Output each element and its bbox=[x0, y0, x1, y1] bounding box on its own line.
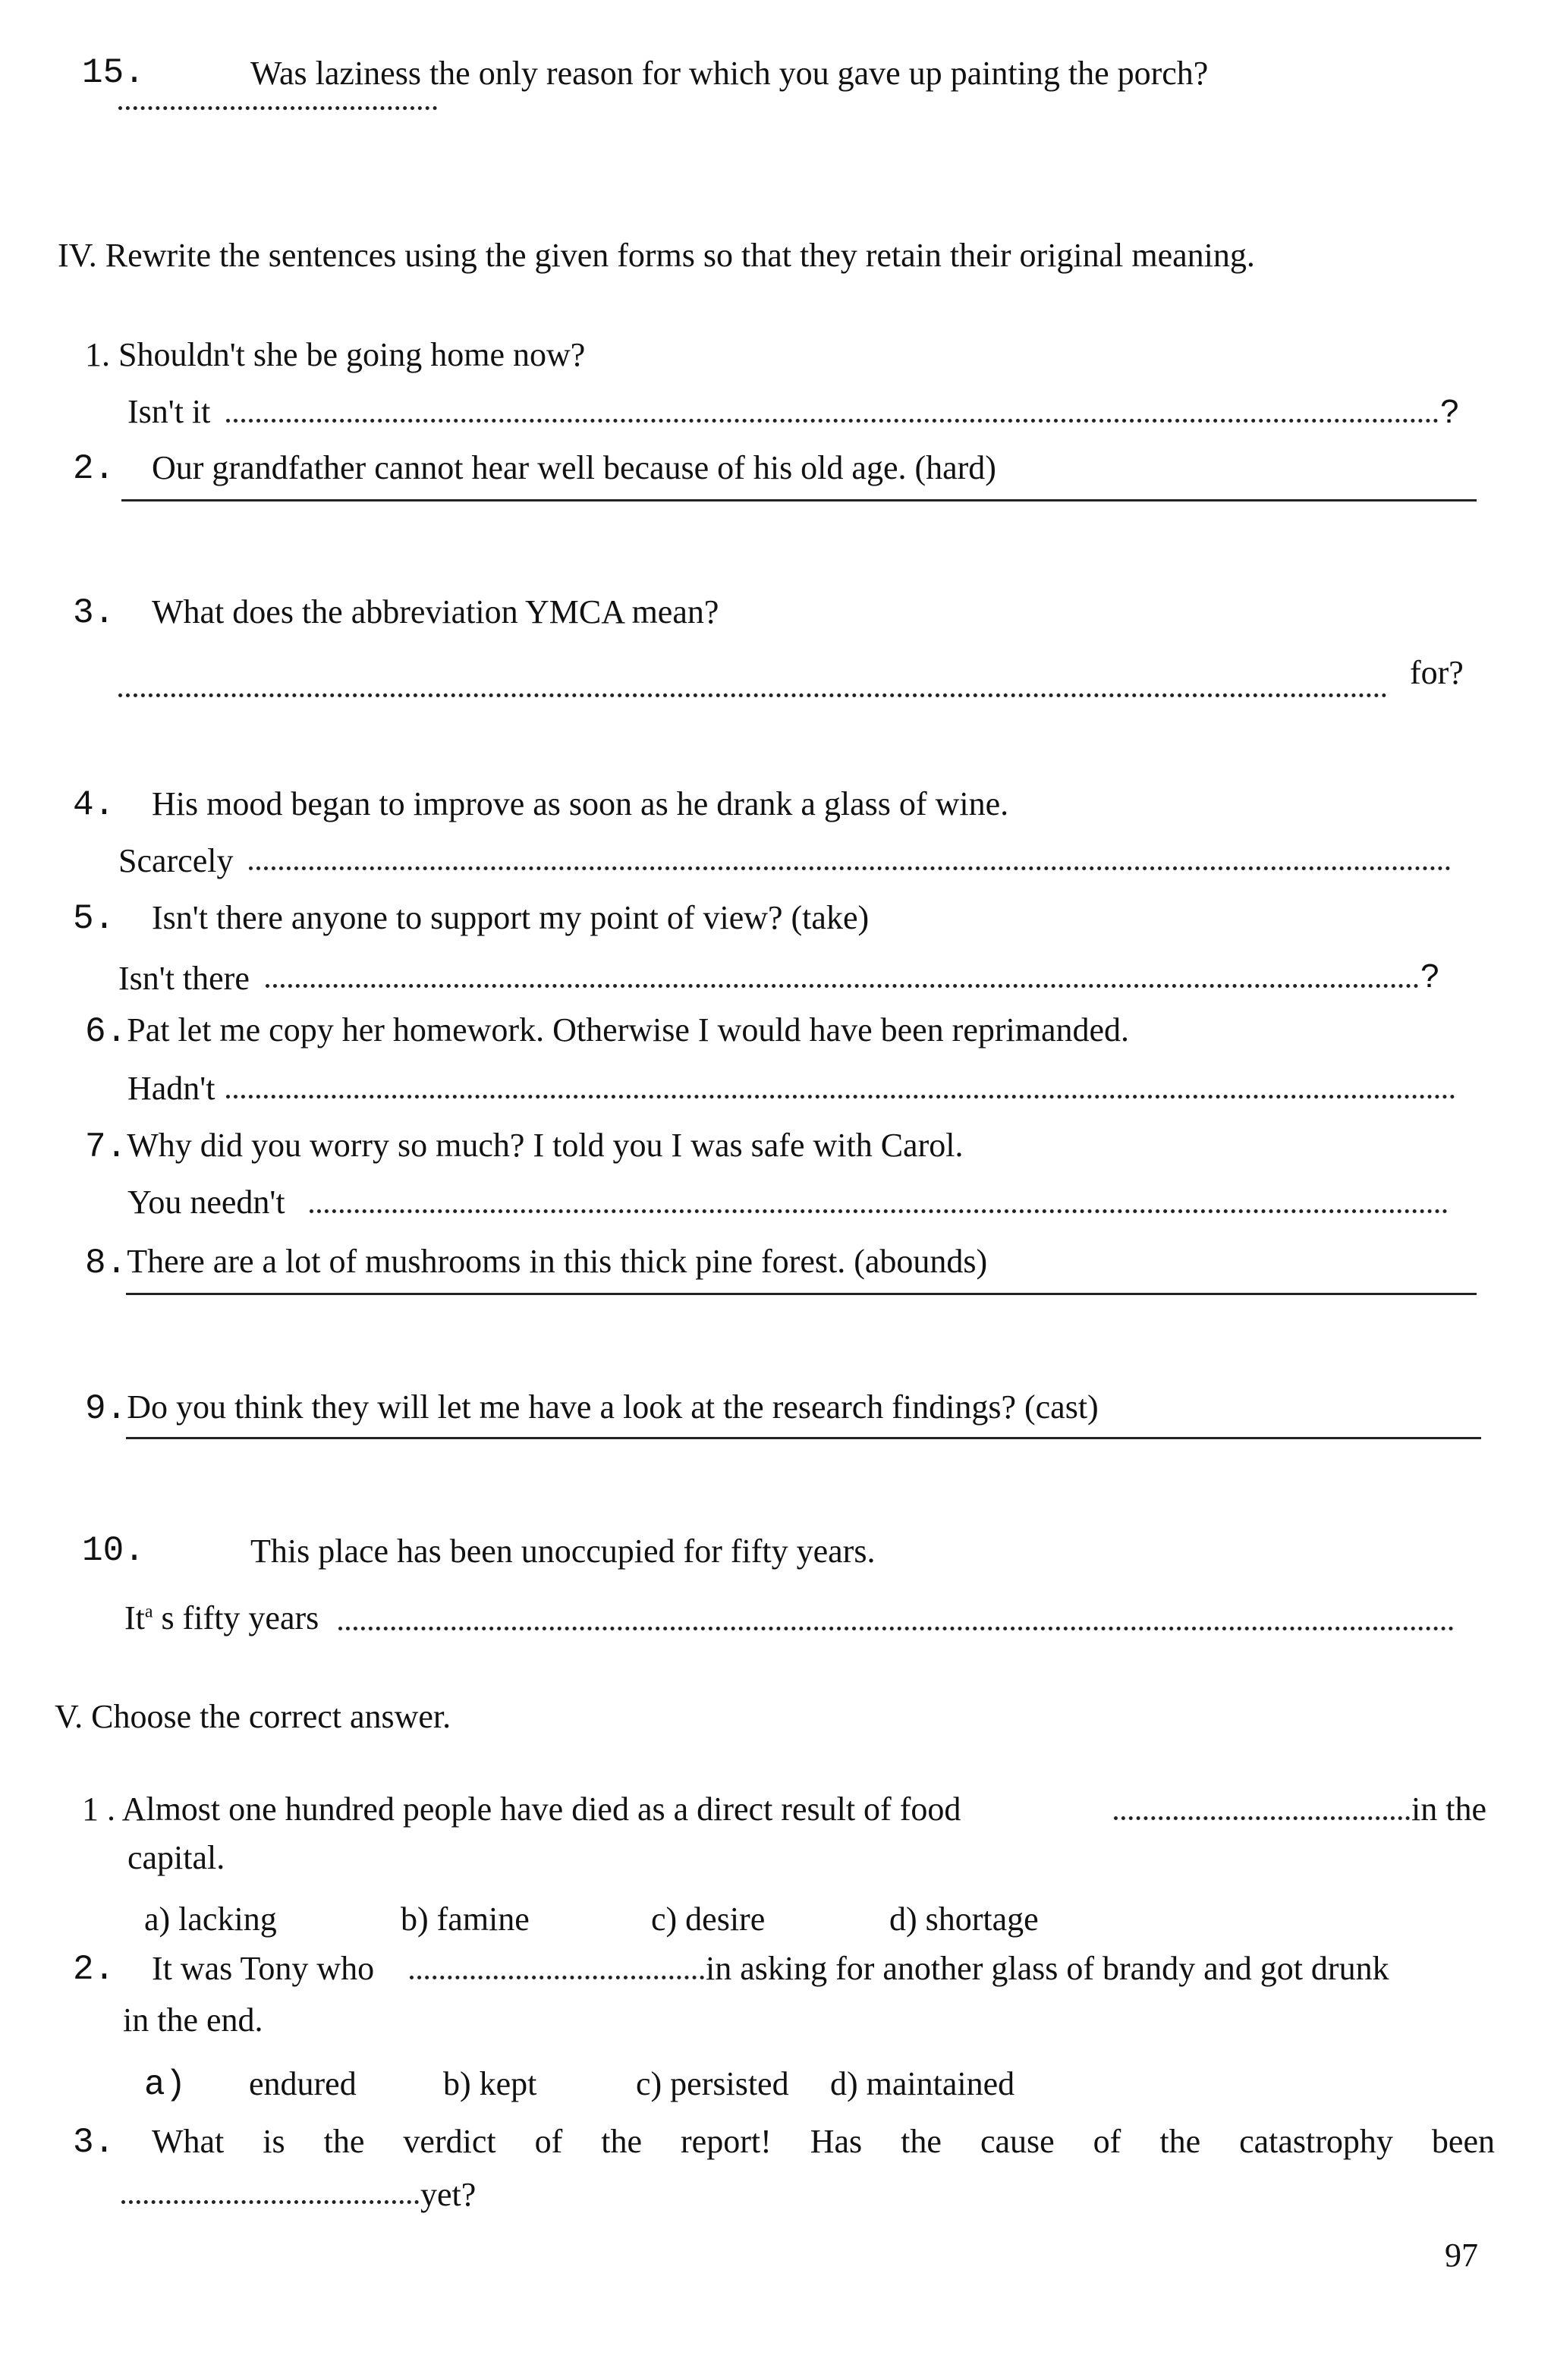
v-item-3-blank[interactable] bbox=[121, 2200, 419, 2204]
item-15-number: 15. bbox=[82, 53, 145, 93]
iv-item-4-prompt: Scarcely bbox=[118, 842, 234, 879]
page-number: 97 bbox=[1445, 2237, 1478, 2274]
v-item-3-number: 3. bbox=[73, 2123, 115, 2162]
iv-item-8-answer-line[interactable] bbox=[126, 1293, 1477, 1295]
section-iv-heading: IV. Rewrite the sentences using the given forms so that they retain their original meaning. bbox=[58, 237, 1255, 274]
iv-item-3-text: What does the abbreviation YMCA mean? bbox=[152, 593, 719, 630]
iv-item-3-number: 3. bbox=[73, 593, 115, 633]
v-item-1-option-d[interactable]: d) shortage bbox=[889, 1901, 1039, 1938]
iv-item-2-number: 2. bbox=[73, 449, 115, 489]
iv-item-5-text: Isn't there anyone to support my point of view? (take) bbox=[152, 899, 870, 936]
v-item-1-text-c: capital. bbox=[127, 1839, 225, 1876]
iv-item-5-number: 5. bbox=[73, 899, 115, 938]
v-item-1-text-a: 1 . Almost one hundred people have died as a direct result of food bbox=[82, 1791, 961, 1828]
v-item-2-option-a-letter[interactable]: a) bbox=[144, 2065, 187, 2105]
item-15-answer-line[interactable] bbox=[118, 106, 437, 110]
v-item-2-option-d[interactable]: d) maintained bbox=[830, 2065, 1015, 2102]
iv-item-7-prompt: You needn't bbox=[127, 1184, 285, 1221]
v-item-2-text-b: in asking for another glass of brandy and got drunk bbox=[706, 1950, 1389, 1987]
item-15-question: Was laziness the only reason for which you gave up painting the porch? bbox=[250, 55, 1209, 92]
iv-item-6-answer-line[interactable] bbox=[226, 1095, 1455, 1099]
iv-item-2-answer-line[interactable] bbox=[121, 499, 1477, 501]
iv-item-10-number: 10. bbox=[82, 1531, 145, 1570]
iv-item-2-text: Our grandfather cannot hear well because of his old age. (hard) bbox=[152, 449, 996, 486]
v-item-3-text-a: What is the verdict of the report! Has the cause of the catastrophy been bbox=[152, 2123, 1495, 2160]
iv-item-6-prompt: Hadn't bbox=[127, 1070, 215, 1107]
v-item-2-text-a: It was Tony who bbox=[152, 1950, 375, 1987]
iv-item-3-end: for? bbox=[1410, 654, 1464, 691]
iv-item-5-answer-line[interactable] bbox=[266, 984, 1419, 988]
iv-item-1-prompt: Isn't it bbox=[127, 393, 211, 430]
iv-item-10-text: This place has been unoccupied for fifty years. bbox=[250, 1533, 876, 1570]
iv-item-1-end: ? bbox=[1440, 393, 1459, 430]
section-v-heading: V. Choose the correct answer. bbox=[55, 1698, 451, 1735]
v-item-2-option-a[interactable]: endured bbox=[249, 2065, 357, 2102]
v-item-3-text-b: yet? bbox=[420, 2176, 477, 2213]
v-item-1-option-a[interactable]: a) lacking bbox=[144, 1901, 277, 1938]
iv-item-6-text: 6.Pat let me copy her homework. Otherwise I would have been reprimanded. bbox=[85, 1011, 1130, 1052]
iv-item-4-text: His mood began to improve as soon as he drank a glass of wine. bbox=[152, 785, 1009, 822]
iv-item-1-text: 1. Shouldn't she be going home now? bbox=[85, 336, 586, 373]
v-item-1-option-c[interactable]: c) desire bbox=[651, 1901, 766, 1938]
v-item-2-option-b[interactable]: b) kept bbox=[443, 2065, 537, 2102]
iv-item-7-answer-line[interactable] bbox=[310, 1209, 1448, 1213]
v-item-2-number: 2. bbox=[73, 1950, 115, 1989]
v-item-2-blank[interactable] bbox=[410, 1976, 704, 1979]
iv-item-4-answer-line[interactable] bbox=[249, 866, 1451, 870]
v-item-2-option-c[interactable]: c) persisted bbox=[636, 2065, 789, 2102]
iv-item-3-answer-line[interactable] bbox=[118, 693, 1387, 697]
v-item-1-option-b[interactable]: b) famine bbox=[401, 1901, 530, 1938]
iv-item-9-answer-line[interactable] bbox=[126, 1437, 1481, 1439]
iv-item-4-number: 4. bbox=[73, 785, 115, 825]
iv-item-10-prompt: It$^a$ s fifty years bbox=[124, 1599, 319, 1636]
v-item-1-blank[interactable] bbox=[1114, 1816, 1410, 1820]
iv-item-7-text: 7.Why did you worry so much? I told you I was safe with Carol. bbox=[85, 1127, 964, 1167]
iv-item-10-answer-line[interactable] bbox=[338, 1627, 1454, 1630]
iv-item-1-answer-line[interactable] bbox=[226, 419, 1439, 423]
iv-item-9-text: 9.Do you think they will let me have a look at the research findings? (cast) bbox=[85, 1388, 1099, 1429]
iv-item-8-text: 8.There are a lot of mushrooms in this thick pine forest. (abounds) bbox=[85, 1243, 988, 1283]
v-item-2-text-c: in the end. bbox=[123, 2001, 263, 2039]
iv-item-5-prompt: Isn't there bbox=[118, 960, 250, 997]
v-item-1-text-b: in the bbox=[1411, 1791, 1486, 1828]
iv-item-5-end: ? bbox=[1420, 957, 1439, 995]
